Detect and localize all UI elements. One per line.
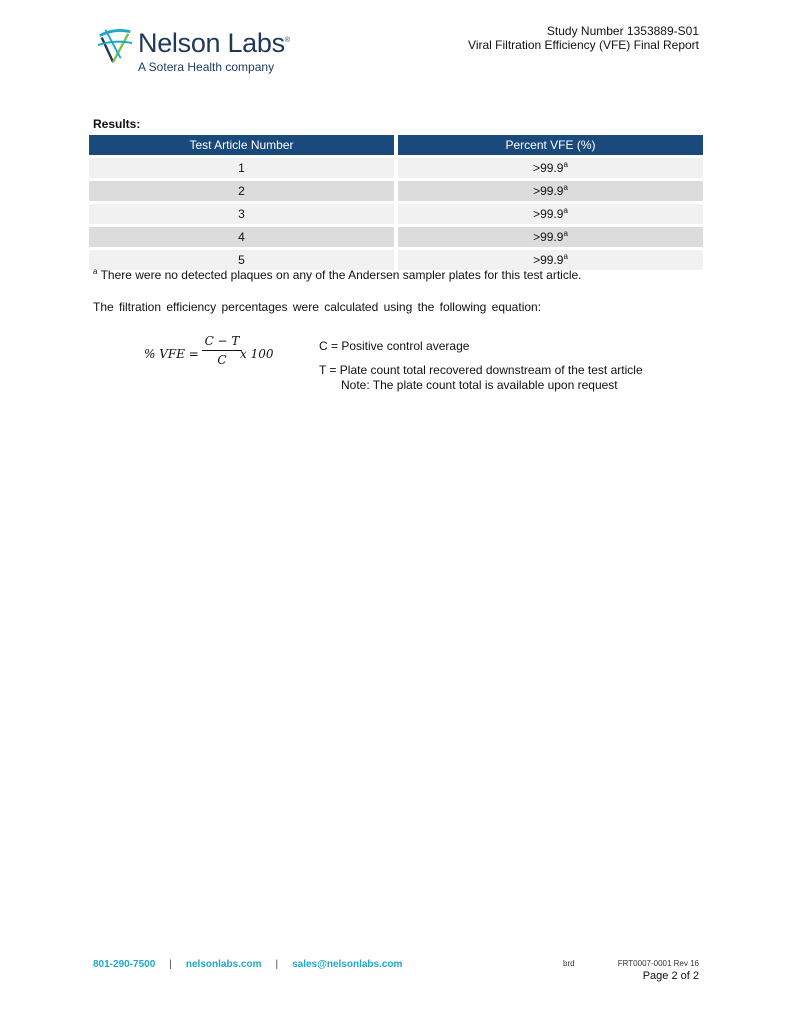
report-title: Viral Filtration Efficiency (VFE) Final Report — [468, 38, 699, 52]
table-row — [89, 158, 703, 178]
footer-contact — [93, 959, 402, 970]
footer-email-link[interactable]: sales@nelsonlabs.com — [292, 959, 403, 970]
table-footnote: $^a$ There were no detected plaques on any of the Andersen sampler plates for this test article. — [93, 267, 582, 282]
table-row — [89, 181, 703, 201]
article-number-cell: 2 — [89, 181, 394, 201]
footer-separator: | — [169, 959, 172, 970]
study-number: Study Number 1353889-S01 — [546, 24, 699, 38]
footer-separator: | — [275, 959, 279, 970]
definition-t: T = Plate count total recovered downstream of the test article — [319, 363, 643, 377]
definition-c: C = Positive control average — [319, 339, 470, 353]
vfe-cell: >99.9$^a$ — [398, 227, 703, 247]
table-header-row — [89, 135, 703, 155]
article-number-cell: 1 — [89, 158, 394, 178]
vfe-cell: >99.9$^a$ — [398, 204, 703, 224]
page-number: Page 2 of 2 — [642, 970, 699, 982]
article-number-cell: 4 — [89, 227, 394, 247]
vfe-cell: >99.9$^a$ — [398, 250, 703, 270]
fraction-bar — [202, 350, 242, 351]
table-row — [89, 250, 703, 270]
company-logo — [96, 26, 306, 76]
vfe-equation — [140, 334, 280, 378]
equation-fraction — [202, 334, 242, 367]
article-number-cell: 3 — [89, 204, 394, 224]
nelson-labs-logo-icon — [96, 26, 134, 66]
footer-website-link[interactable]: nelsonlabs.com — [185, 959, 262, 970]
vfe-cell: >99.9$^a$ — [398, 181, 703, 201]
vfe-cell: >99.9$^a$ — [398, 158, 703, 178]
table-row — [89, 204, 703, 224]
brand-name: Nelson Labs® — [138, 28, 290, 58]
calculation-intro: The filtration efficiency percentages were calculated using the following equation: — [93, 300, 542, 314]
definition-note: Note: The plate count total is available upon request — [341, 378, 618, 392]
column-header-vfe: Percent VFE (%) — [398, 135, 703, 155]
footer-phone[interactable]: 801-290-7500 — [93, 959, 156, 970]
equation-lhs: % VFE = — [144, 347, 199, 361]
table-row — [89, 227, 703, 247]
results-heading: Results: — [93, 117, 141, 131]
report-header — [468, 24, 699, 52]
footer-form-code: FRT0007-0001 Rev 16 — [617, 959, 699, 968]
results-table — [89, 135, 703, 273]
equation-denominator: C — [217, 353, 227, 367]
column-header-article: Test Article Number — [89, 135, 394, 155]
equation-numerator: C − T — [204, 334, 240, 348]
brand-tagline: A Sotera Health company — [138, 60, 275, 74]
article-number-cell: 5 — [89, 250, 394, 270]
equation-rhs: x 100 — [240, 347, 274, 361]
footer-initials: brd — [563, 959, 575, 968]
